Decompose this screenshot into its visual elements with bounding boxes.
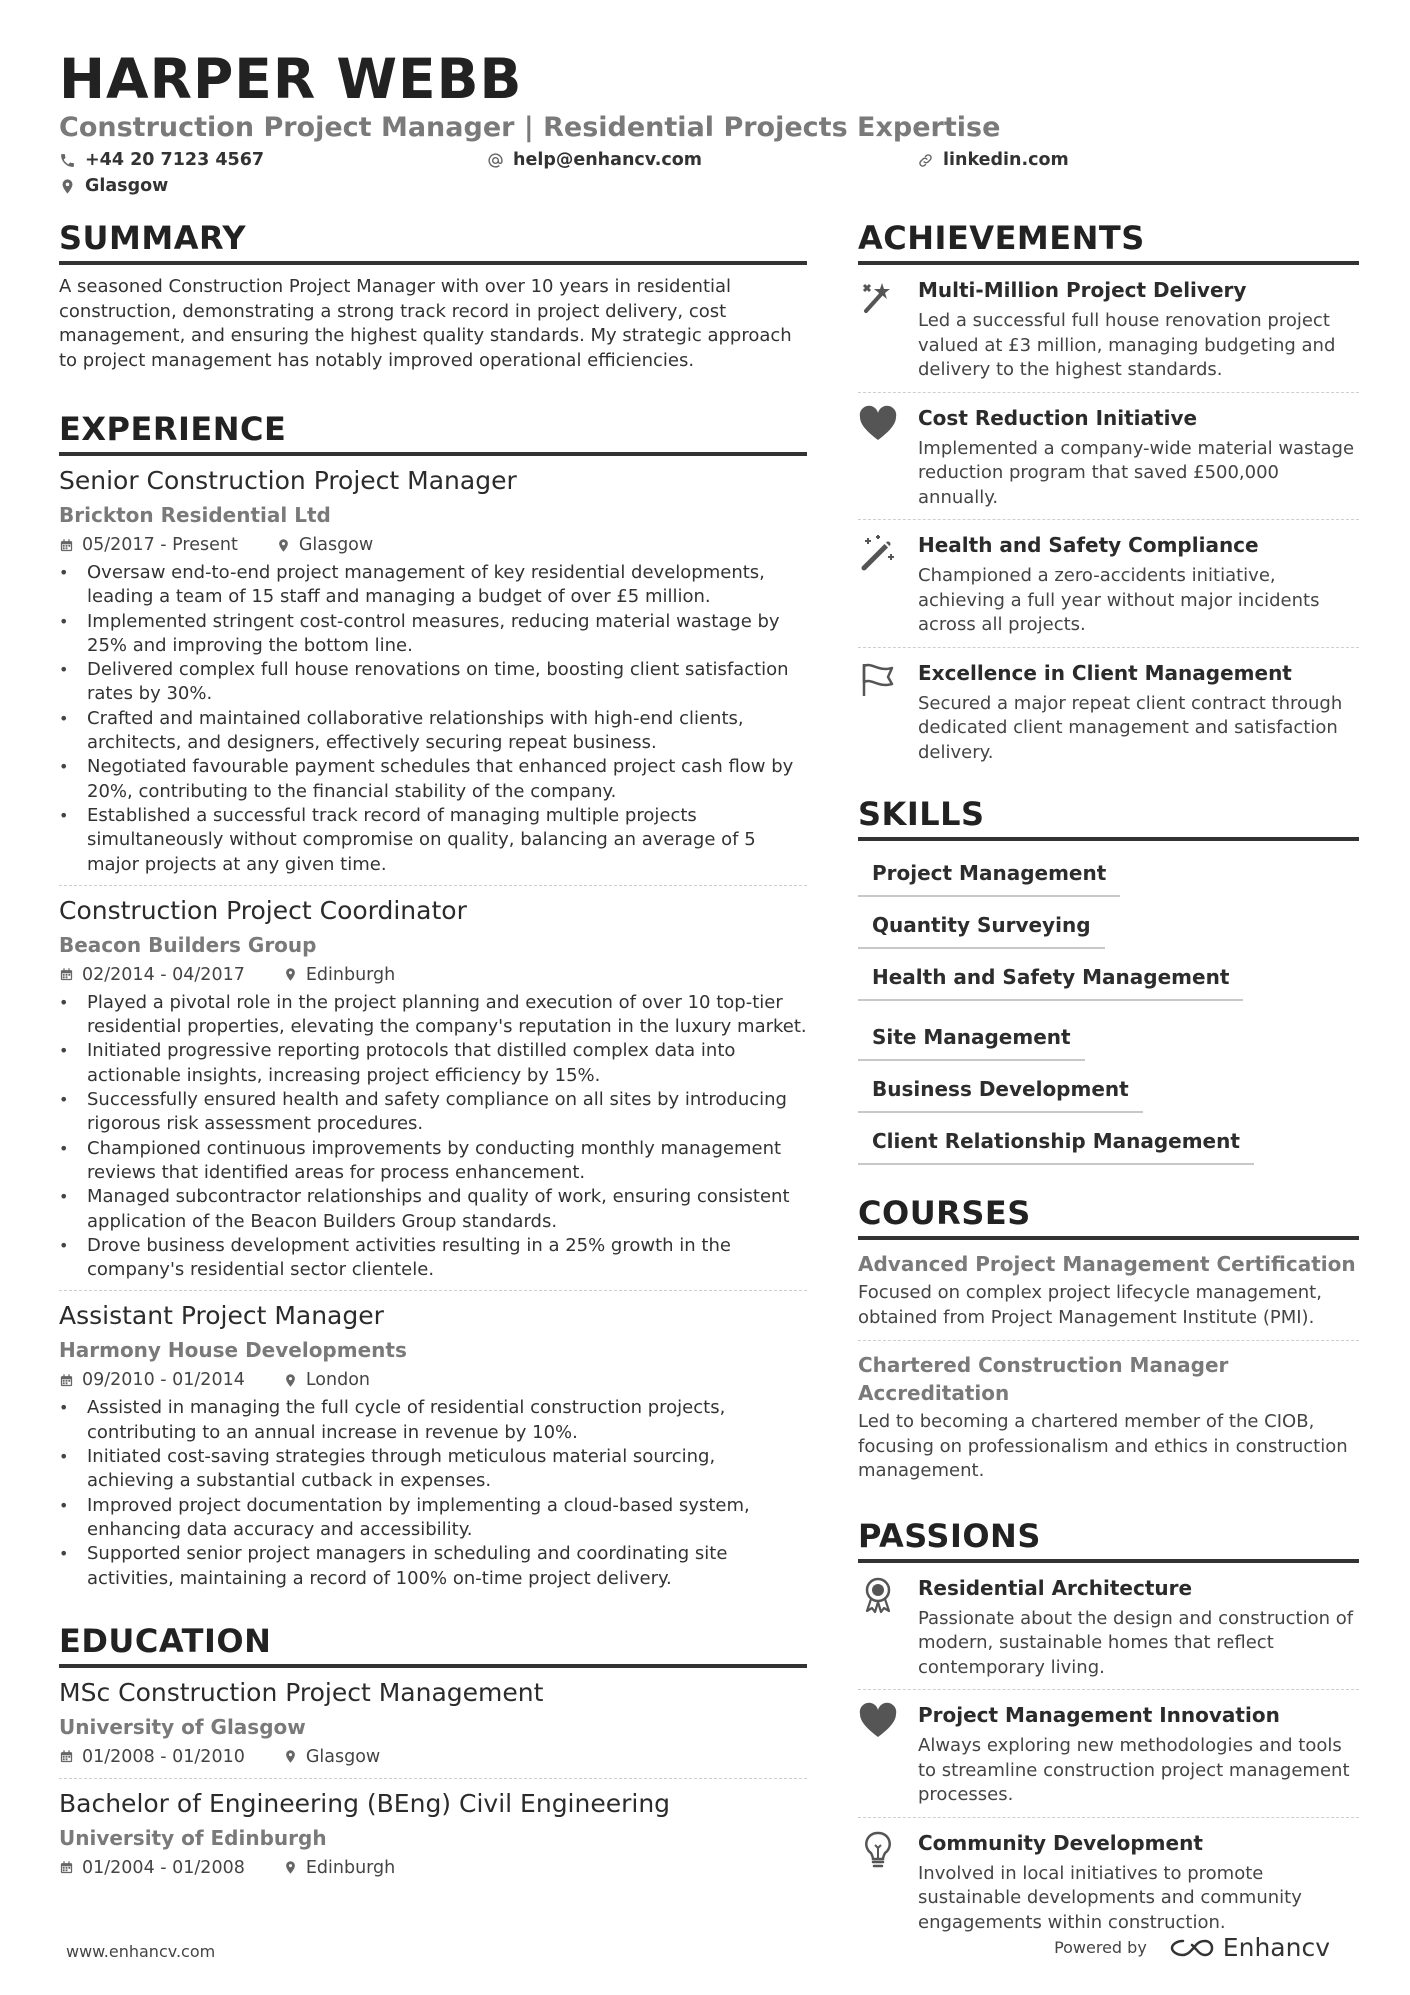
passion-desc: Involved in local initiatives to promote sustainable developments and community engagements within construction. (918, 1862, 1302, 1933)
achievement-title: Multi-Million Project Delivery (918, 278, 1247, 302)
enhancv-logo[interactable] (1169, 1933, 1330, 1962)
bullet-item: • Initiated cost-saving strategies through meticulous material sourcing, achieving a substantial cutback in expenses. (59, 1445, 807, 1494)
bullet-item: • Crafted and maintained collaborative relationships with high-end clients, architects, and designers, effectively securing repeat business. (59, 707, 807, 756)
link-icon (917, 152, 934, 169)
achievement-desc: Led a successful full house renovation project valued at £3 million, managing budgeting and delivery to the highest standards. (918, 310, 1336, 380)
skills-section (858, 794, 1359, 1165)
education-meta (59, 1744, 807, 1770)
calendar-icon (59, 1749, 74, 1764)
passions-section (858, 1516, 1359, 1945)
lightbulb-icon (858, 1830, 898, 1870)
bullet-item: • Successfully ensured health and safety compliance on all sites by introducing rigorous risk assessment procedures. (59, 1088, 807, 1137)
bullet-item: • Improved project documentation by implementing a cloud-based system, enhancing data accuracy and accessibility. (59, 1494, 807, 1543)
job-dates: 05/2017 - Present (82, 535, 238, 555)
heart-icon (858, 1702, 898, 1742)
job-title: Construction Project Coordinator (59, 895, 467, 925)
course-title: Advanced Project Management Certification (858, 1252, 1356, 1276)
skill-tag: Site Management (858, 1017, 1085, 1061)
achievement-item (858, 648, 1359, 775)
education-entry (59, 1779, 807, 1889)
bullet-item: • Oversaw end-to-end project management of key residential developments, leading a team of 15 staff and managing a budget of over £5 million. (59, 561, 807, 610)
job-bullets (59, 1396, 807, 1590)
achievement-desc: Championed a zero-accidents initiative, achieving a full year without major incidents across all projects. (918, 565, 1320, 635)
courses-heading: COURSES (858, 1193, 1359, 1240)
right-column (858, 218, 1359, 1944)
skill-tag: Quantity Surveying (858, 905, 1105, 949)
course-item (858, 1240, 1359, 1341)
course-item (858, 1341, 1359, 1494)
contact-location (59, 174, 168, 198)
school-name: University of Glasgow (59, 1714, 306, 1739)
job-company: Beacon Builders Group (59, 932, 317, 957)
achievement-item (858, 265, 1359, 393)
passion-desc: Passionate about the design and construction of modern, sustainable homes that reflect contemporary living. (918, 1607, 1354, 1678)
summary-heading: SUMMARY (59, 218, 807, 265)
skills-list (858, 841, 1359, 1165)
achievement-item (858, 520, 1359, 648)
passion-item (858, 1690, 1359, 1818)
calendar-icon (59, 1860, 74, 1875)
footer-branding (1054, 1933, 1330, 1962)
wand-icon (858, 277, 898, 317)
skill-tag: Health and Safety Management (858, 957, 1243, 1001)
bullet-item: • Managed subcontractor relationships and quality of work, ensuring consistent application of the Beacon Builders Group standards. (59, 1185, 807, 1234)
achievement-title: Cost Reduction Initiative (918, 405, 1198, 430)
location-pin-icon (283, 1373, 298, 1388)
achievements-heading: ACHIEVEMENTS (858, 218, 1359, 265)
location-pin-icon (59, 178, 76, 195)
achievements-section (858, 218, 1359, 774)
passion-title: Residential Architecture (918, 1575, 1193, 1600)
award-icon (858, 1575, 898, 1615)
experience-section (59, 409, 807, 1599)
heart-icon (858, 405, 898, 445)
education-location: Glasgow (305, 1746, 381, 1767)
skill-tag: Project Management (858, 853, 1120, 897)
bullet-item: • Initiated progressive reporting protocols that distilled complex data into actionable insights, increasing project efficiency by 15%. (59, 1039, 807, 1088)
enhancv-logo-icon (1169, 1935, 1215, 1961)
contact-phone[interactable] (59, 148, 264, 172)
passion-item (858, 1818, 1359, 1945)
education-dates: 01/2004 - 01/2008 (82, 1857, 245, 1878)
education-entry (59, 1668, 807, 1779)
at-icon (487, 152, 504, 169)
course-title: Chartered Construction Manager Accreditation (858, 1353, 1229, 1405)
left-column (59, 218, 807, 1889)
achievement-title: Health and Safety Compliance (918, 533, 1259, 557)
linkedin-text: linkedin.com (943, 150, 1069, 170)
bullet-item: • Played a pivotal role in the project planning and execution of over 10 top-tier residential properties, elevating the company's reputation in the luxury market. (59, 991, 807, 1040)
phone-icon (59, 152, 76, 169)
magic-wand-icon (858, 532, 898, 572)
location-pin-icon (283, 967, 298, 982)
education-location: Edinburgh (305, 1857, 396, 1878)
calendar-icon (59, 1373, 74, 1388)
courses-section (858, 1193, 1359, 1494)
school-name: University of Edinburgh (59, 1825, 327, 1850)
calendar-icon (59, 967, 74, 982)
achievement-desc: Secured a major repeat client contract through dedicated client management and satisfaction delivery. (918, 692, 1343, 763)
bullet-item: • Drove business development activities resulting in a 25% growth in the company's residential sector clientele. (59, 1234, 807, 1283)
job-location: Edinburgh (305, 964, 396, 985)
calendar-icon (59, 538, 74, 553)
bullet-item: • Championed continuous improvements by conducting monthly management reviews that identified areas for process enhancement. (59, 1137, 807, 1186)
job-company: Harmony House Developments (59, 1338, 407, 1363)
contact-linkedin[interactable] (917, 148, 1069, 172)
degree-title: MSc Construction Project Management (59, 1677, 544, 1707)
job-dates: 09/2010 - 01/2014 (82, 1370, 245, 1391)
skills-heading: SKILLS (858, 794, 1359, 841)
skill-tag: Business Development (858, 1069, 1143, 1113)
brand-text: Enhancv (1222, 1933, 1330, 1962)
course-desc: Led to becoming a chartered member of the CIOB, focusing on professionalism and ethics in construction management. (858, 1411, 1348, 1481)
candidate-title: Construction Project Manager | Residential Projects Expertise (59, 112, 1001, 143)
job-meta (59, 532, 807, 558)
job-dates: 02/2014 - 04/2017 (82, 964, 245, 985)
footer-website[interactable]: www.enhancv.com (66, 1942, 216, 1961)
location-pin-icon (276, 538, 291, 553)
contact-email[interactable] (487, 148, 702, 172)
bullet-item: • Established a successful track record of managing multiple projects simultaneously without compromise on quality, balancing an average of 5 major projects at any given time. (59, 804, 807, 877)
job-meta (59, 1367, 807, 1393)
location-pin-icon (283, 1860, 298, 1875)
education-section (59, 1621, 807, 1889)
location-pin-icon (283, 1749, 298, 1764)
job-meta (59, 962, 807, 988)
job-entry (59, 456, 807, 886)
job-entry (59, 886, 807, 1292)
candidate-name: HARPER WEBB (59, 47, 523, 111)
achievement-title: Excellence in Client Management (918, 660, 1292, 685)
summary-text: A seasoned Construction Project Manager with over 10 years in residential construction, demonstrating a strong track record in project delivery, cost management, and ensuring the highest quality standards. My strategic approach to project management has notably improved operational efficiencies. (59, 276, 792, 371)
bullet-item: • Delivered complex full house renovations on time, boosting client satisfaction rates by 30%. (59, 658, 807, 707)
summary-section (59, 218, 807, 373)
job-title: Senior Construction Project Manager (59, 466, 517, 495)
passions-heading: PASSIONS (858, 1516, 1359, 1563)
passion-title: Project Management Innovation (918, 1703, 1280, 1727)
phone-text: +44 20 7123 4567 (85, 150, 265, 170)
bullet-item: • Supported senior project managers in scheduling and coordinating site activities, maintaining a record of 100% on-time project delivery. (59, 1542, 807, 1591)
education-dates: 01/2008 - 01/2010 (82, 1746, 245, 1767)
achievement-desc: Implemented a company-wide material wastage reduction program that saved £500,000 annually. (918, 437, 1355, 508)
achievement-item (858, 393, 1359, 521)
bullet-item: • Negotiated favourable payment schedules that enhanced project cash flow by 20%, contributing to the financial stability of the company. (59, 755, 807, 804)
flag-icon (858, 660, 898, 700)
skill-tag: Client Relationship Management (858, 1121, 1254, 1165)
bullet-item: • Assisted in managing the full cycle of residential construction projects, contributing to an annual increase in revenue by 10%. (59, 1396, 807, 1445)
passion-title: Community Development (918, 1830, 1203, 1855)
job-entry (59, 1291, 807, 1598)
job-location: Glasgow (298, 535, 374, 555)
bullet-item: • Implemented stringent cost-control measures, reducing material wastage by 25% and improving the bottom line. (59, 610, 807, 659)
powered-by-text: Powered by (1054, 1938, 1147, 1957)
education-meta (59, 1855, 807, 1881)
email-text: help@enhancv.com (513, 150, 703, 170)
job-company: Brickton Residential Ltd (59, 503, 331, 527)
job-bullets (59, 561, 807, 877)
education-heading: EDUCATION (59, 1621, 807, 1668)
location-text: Glasgow (85, 176, 169, 196)
course-desc: Focused on complex project lifecycle management, obtained from Project Management Institute (PMI). (858, 1282, 1322, 1328)
job-bullets (59, 991, 807, 1283)
passion-item (858, 1563, 1359, 1691)
job-location: London (305, 1370, 370, 1391)
degree-title: Bachelor of Engineering (BEng) Civil Engineering (59, 1788, 671, 1818)
passion-desc: Always exploring new methodologies and tools to streamline construction project management processes. (918, 1735, 1350, 1805)
experience-heading: EXPERIENCE (59, 409, 807, 456)
job-title: Assistant Project Manager (59, 1301, 384, 1331)
